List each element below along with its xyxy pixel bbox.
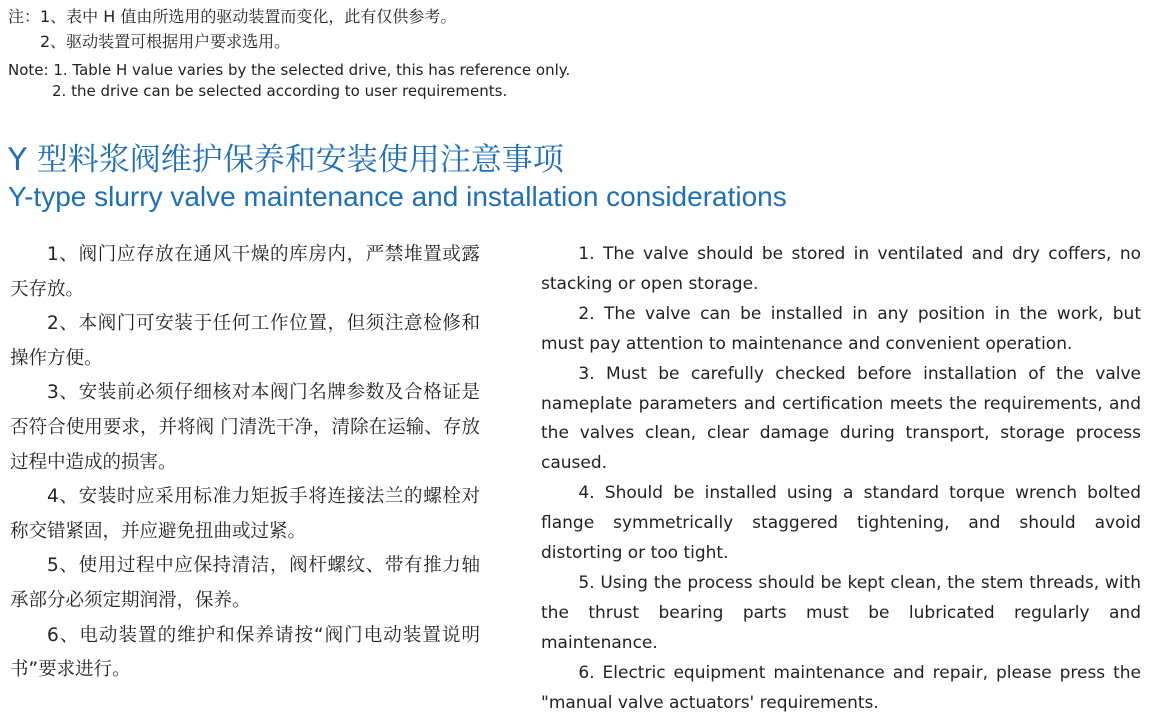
instruction-zh-item: 2、本阀门可安装于任何工作位置，但须注意检修和操作方便。 — [10, 313, 480, 369]
instruction-zh-item: 6、电动装置的维护和保养请按“阀门电动装置说明书”要求进行。 — [10, 624, 480, 681]
instruction-zh-item: 4、安装时应采用标准力矩扳手将连接法兰的螺栓对称交错紧固，并应避免扭曲或过紧。 — [10, 486, 480, 542]
instruction-zh-item: 5、使用过程中应保持清洁，阀杆螺纹、带有推力轴承部分必须定期润滑，保养。 — [10, 555, 480, 611]
instruction-en-item: 5. Using the process should be kept clean, the stem threads, with the thrust bearing parts must be lubricated regularly and maintenance. — [541, 572, 1141, 653]
note-en-line-1: Note: 1. Table H value varies by the selected drive, this has reference only. — [8, 61, 571, 79]
instruction-en-item: 1. The valve should be stored in ventilated and dry coffers, no stacking or open storage. — [541, 244, 1141, 294]
instruction-en-item: 3. Must be carefully checked before installation of the valve nameplate parameters and certification meets the requirements, and the valves clean, clear damage during transport, storage process caused. — [541, 363, 1141, 474]
instruction-zh-item: 3、安装前必须仔细核对本阀门名牌参数及合格证是否符合使用要求，并将阀 门清洗干净，清除在运输、存放过程中造成的损害。 — [10, 382, 480, 473]
instructions-en — [541, 240, 1141, 719]
note-en-line-2: 2. the drive can be selected according to user requirements. — [52, 82, 508, 100]
instruction-en-item: 2. The valve can be installed in any position in the work, but must pay attention to maintenance and convenient operation. — [541, 303, 1141, 354]
instruction-zh-item: 1、阀门应存放在通风干燥的库房内，严禁堆置或露天存放。 — [10, 244, 480, 300]
instruction-en-item: 4. Should be installed using a standard torque wrench bolted flange symmetrically staggered tightening, and should avoid distorting or too tight. — [541, 483, 1141, 564]
note-zh-line-1: 注：1、表中 H 值由所选用的驱动装置而变化，此有仅供参考。 — [8, 7, 457, 26]
section-title-zh: Y 型料浆阀维护保养和安装使用注意事项 — [8, 142, 564, 178]
instructions-zh — [10, 238, 480, 688]
instruction-en-item: 6. Electric equipment maintenance and repair, please press the "manual valve actuators' requirements. — [541, 662, 1141, 713]
section-title-en: Y-type slurry valve maintenance and installation considerations — [8, 181, 787, 212]
note-zh-line-2: 2、驱动装置可根据用户要求选用。 — [40, 32, 291, 51]
